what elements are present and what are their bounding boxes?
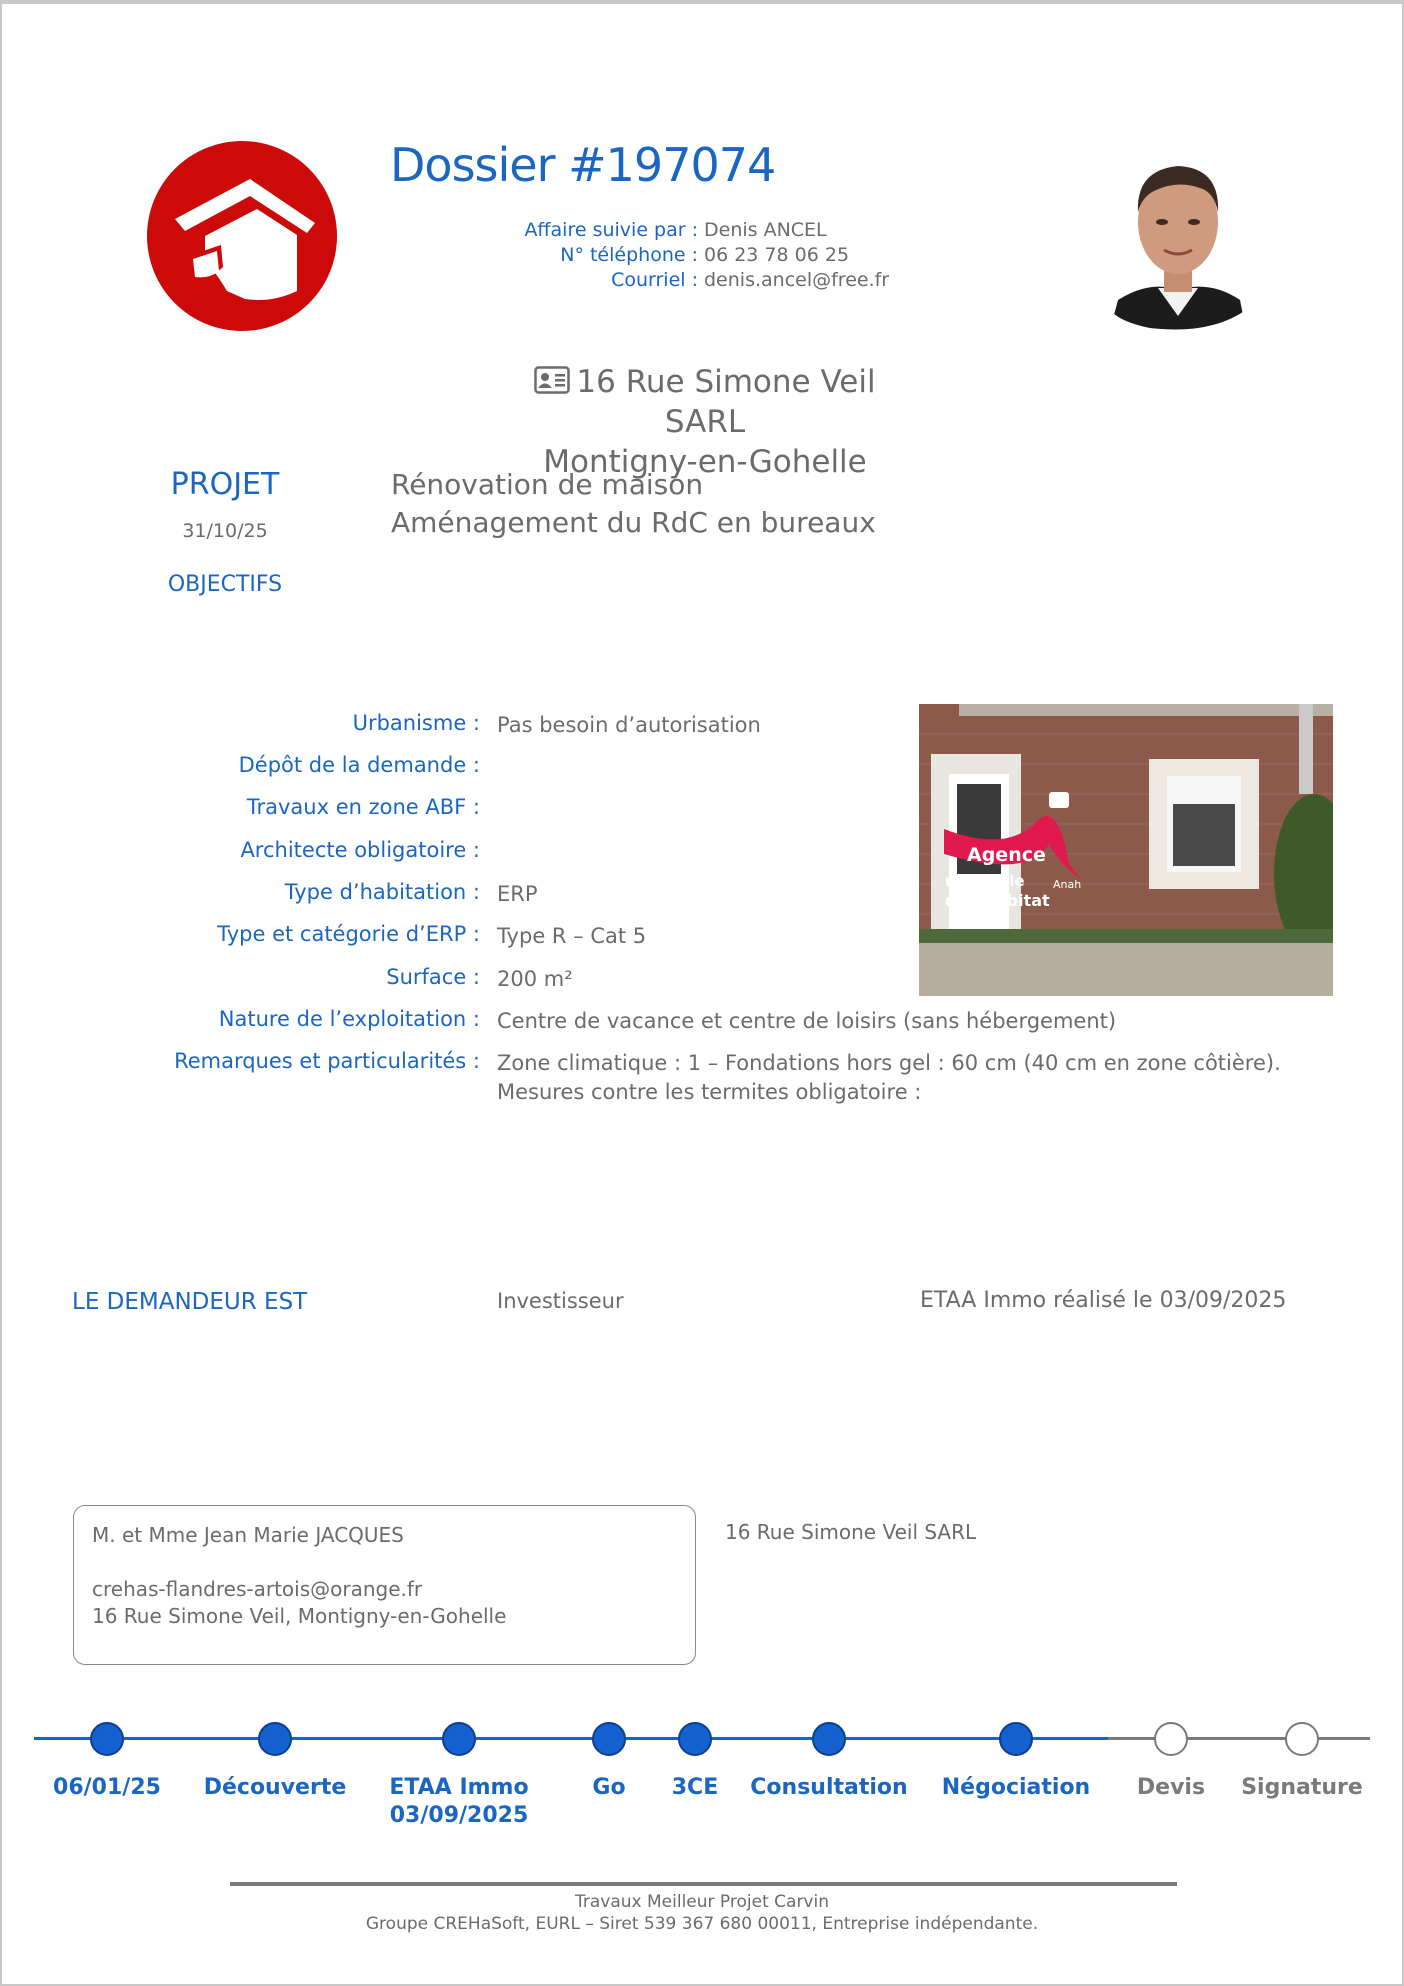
client-company: 16 Rue Simone Veil SARL bbox=[725, 1520, 977, 1544]
advisor-avatar bbox=[1110, 140, 1246, 330]
anah-line1: Agence bbox=[967, 844, 1046, 866]
timeline-step-node[interactable] bbox=[442, 1722, 476, 1756]
detail-value: Type R – Cat 5 bbox=[497, 924, 647, 948]
address-line1: 16 Rue Simone Veil SARL bbox=[576, 364, 876, 440]
projet-label: PROJET bbox=[170, 467, 280, 502]
detail-label: Urbanisme : bbox=[352, 711, 480, 735]
timeline-step-node[interactable] bbox=[90, 1722, 124, 1756]
remarques-line1: Zone climatique : 1 – Fondations hors gel : 60 cm (40 cm en zone côtière). bbox=[497, 1051, 1281, 1075]
footer-line1: Travaux Meilleur Projet Carvin bbox=[575, 1892, 829, 1912]
detail-label: Surface : bbox=[386, 965, 480, 989]
timeline-step-label bbox=[17, 1774, 197, 1802]
timeline-step-label bbox=[926, 1774, 1106, 1802]
etaa-note: ETAA Immo réalisé le 03/09/2025 bbox=[920, 1288, 1287, 1313]
house-logo-icon bbox=[147, 141, 337, 331]
timeline-line-todo bbox=[1108, 1737, 1370, 1740]
detail-value: Pas besoin d’autorisation bbox=[497, 713, 761, 737]
client-address: 16 Rue Simone Veil, Montigny-en-Gohelle bbox=[92, 1604, 507, 1628]
detail-label: Remarques et particularités : bbox=[174, 1049, 480, 1073]
timeline-step-label-line1: 3CE bbox=[671, 1775, 719, 1800]
detail-label: Architecte obligatoire : bbox=[240, 838, 480, 862]
address-line2: Montigny-en-Gohelle bbox=[543, 444, 867, 480]
footer bbox=[0, 1891, 1404, 1935]
dossier-title: Dossier #197074 bbox=[390, 138, 776, 192]
anah-line2: nationale bbox=[945, 872, 1025, 890]
anah-line3: de l’habitat bbox=[945, 891, 1050, 910]
affaire-label: Affaire suivie par : bbox=[524, 219, 698, 241]
client-name: M. et Mme Jean Marie JACQUES bbox=[92, 1523, 404, 1547]
detail-label: Type et catégorie d’ERP : bbox=[217, 922, 480, 946]
detail-label: Dépôt de la demande : bbox=[238, 753, 480, 777]
footer-line2: Groupe CREHaSoft, EURL – Siret 539 367 680 00011, Entreprise indépendante. bbox=[365, 1914, 1039, 1934]
projet-date: 31/10/25 bbox=[182, 520, 268, 542]
email-label: Courriel : bbox=[611, 269, 698, 291]
timeline-step-label bbox=[185, 1774, 365, 1802]
anah-tag: Anah bbox=[1053, 878, 1082, 891]
timeline-step-node[interactable] bbox=[1154, 1722, 1188, 1756]
timeline-step-label-line2: 03/09/2025 bbox=[389, 1803, 529, 1828]
detail-value: 200 m² bbox=[497, 967, 573, 991]
timeline-step-label-line1: Négociation bbox=[941, 1775, 1091, 1800]
timeline-step-node[interactable] bbox=[592, 1722, 626, 1756]
id-card-icon bbox=[534, 366, 570, 394]
phone-value[interactable]: 06 23 78 06 25 bbox=[704, 244, 850, 266]
timeline-step-label-line1: Go bbox=[592, 1775, 626, 1800]
demandeur-value: Investisseur bbox=[497, 1289, 624, 1313]
client-card bbox=[73, 1505, 696, 1665]
timeline-step-label bbox=[739, 1774, 919, 1802]
phone-label: N° téléphone : bbox=[560, 244, 698, 266]
timeline-step-label-line1: 06/01/25 bbox=[53, 1775, 161, 1800]
timeline-step-label bbox=[1212, 1774, 1392, 1802]
projet-desc-line1: Rénovation de maison bbox=[391, 468, 704, 501]
email-value[interactable]: denis.ancel@free.fr bbox=[704, 269, 890, 291]
timeline-step-node[interactable] bbox=[258, 1722, 292, 1756]
footer-divider bbox=[230, 1882, 1177, 1886]
timeline-step-node[interactable] bbox=[812, 1722, 846, 1756]
contact-labels bbox=[420, 218, 698, 293]
remarques-line2: Mesures contre les termites obligatoire : bbox=[497, 1080, 922, 1104]
timeline-step-label-line1: ETAA Immo bbox=[389, 1775, 529, 1800]
timeline-step-label-line1: Consultation bbox=[750, 1775, 908, 1800]
contact-values bbox=[704, 218, 889, 293]
detail-value bbox=[497, 1049, 1317, 1107]
timeline-line-done bbox=[34, 1737, 1108, 1740]
projet-desc-line2: Aménagement du RdC en bureaux bbox=[391, 506, 876, 539]
detail-label: Travaux en zone ABF : bbox=[246, 795, 480, 819]
house-photo bbox=[919, 704, 1333, 996]
timeline-step-node[interactable] bbox=[678, 1722, 712, 1756]
timeline-step-node[interactable] bbox=[999, 1722, 1033, 1756]
timeline-step-label-line1: Signature bbox=[1241, 1775, 1363, 1800]
client-email[interactable]: crehas-flandres-artois@orange.fr bbox=[92, 1577, 423, 1601]
objectifs-label: OBJECTIFS bbox=[167, 572, 283, 597]
affaire-value: Denis ANCEL bbox=[704, 219, 827, 241]
timeline-step-node[interactable] bbox=[1285, 1722, 1319, 1756]
demandeur-label: LE DEMANDEUR EST bbox=[72, 1289, 308, 1315]
timeline-step-label-line1: Découverte bbox=[203, 1775, 347, 1800]
timeline-step-label-line1: Devis bbox=[1136, 1775, 1206, 1800]
detail-label: Type d’habitation : bbox=[284, 880, 480, 904]
project-address bbox=[500, 362, 910, 482]
progress-timeline bbox=[0, 1700, 1404, 1860]
projet-description bbox=[391, 466, 876, 542]
detail-label: Nature de l’exploitation : bbox=[218, 1007, 480, 1031]
detail-value: ERP bbox=[497, 882, 538, 906]
detail-value: Centre de vacance et centre de loisirs (sans hébergement) bbox=[497, 1009, 1117, 1033]
